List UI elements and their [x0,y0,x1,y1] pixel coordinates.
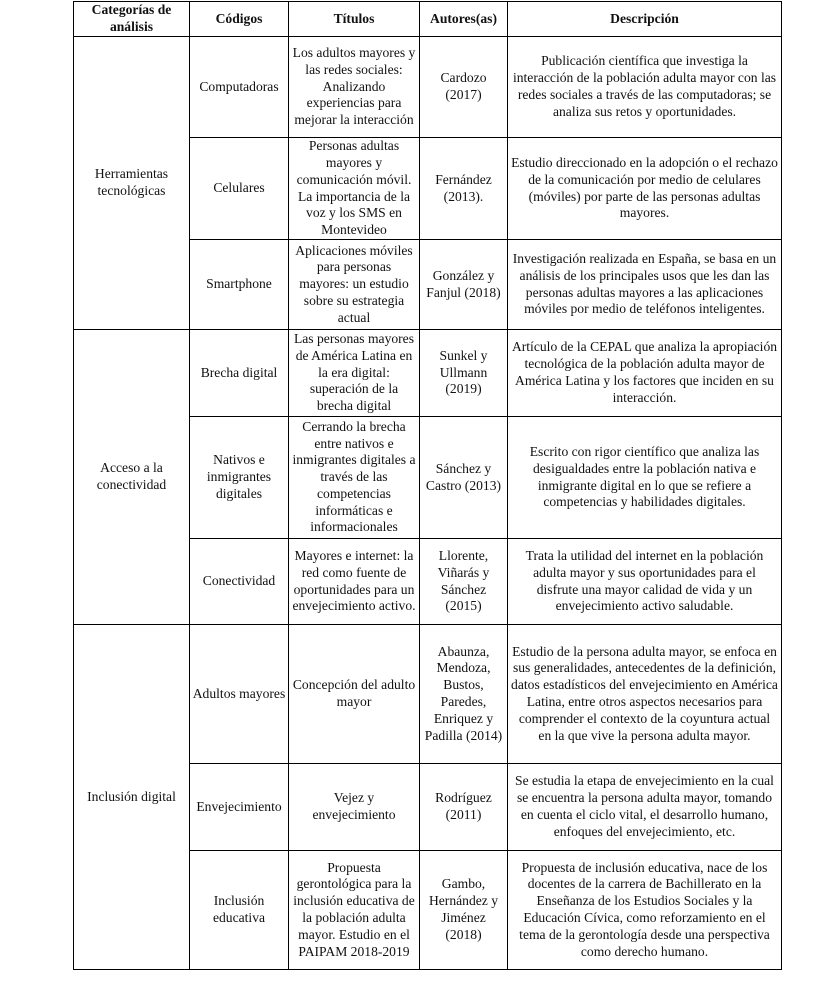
codigo-cell: Conectividad [190,539,289,625]
descripcion-cell: Investigación realizada en España, se basa en un análisis de los principales usos que les dan las personas adultas mayores a las aplicaciones móviles por medio de teléfonos inteligentes. [508,240,782,330]
descripcion-cell: Estudio direccionado en la adopción o el rechazo de la comunicación por medio de celulares (móviles) por parte de las personas adultas mayores. [508,138,782,240]
header-titulos: Títulos [289,2,420,37]
titulo-cell: Cerrando la brecha entre nativos e inmigrantes digitales a través de las competencias informáticas e informacionales [289,417,420,539]
titulo-cell: Aplicaciones móviles para personas mayores: un estudio sobre su estrategia actual [289,240,420,330]
titulo-cell: Propuesta gerontológica para la inclusión educativa de la población adulta mayor. Estudio en el PAIPAM 2018-2019 [289,851,420,970]
titulo-cell: Las personas mayores de América Latina en la era digital: superación de la brecha digital [289,330,420,417]
titulo-cell: Personas adultas mayores y comunicación móvil. La importancia de la voz y los SMS en Montevideo [289,138,420,240]
autores-cell: Fernández (2013). [420,138,508,240]
autores-cell: Abaunza, Mendoza, Bustos, Paredes, Enriquez y Padilla (2014) [420,625,508,764]
autores-cell: Rodríguez (2011) [420,764,508,851]
codigo-cell: Envejecimiento [190,764,289,851]
codigo-cell: Brecha digital [190,330,289,417]
codigo-cell: Celulares [190,138,289,240]
autores-cell: González y Fanjul (2018) [420,240,508,330]
autores-cell: Sunkel y Ullmann (2019) [420,330,508,417]
header-autores: Autores(as) [420,2,508,37]
descripcion-cell: Publicación científica que investiga la interacción de la población adulta mayor con las redes sociales a través de las computadoras; se analiza sus retos y oportunidades. [508,37,782,138]
autores-cell: Sánchez y Castro (2013) [420,417,508,539]
table-row [74,330,782,417]
table-row [74,625,782,764]
descripcion-cell: Estudio de la persona adulta mayor, se enfoca en sus generalidades, antecedentes de la definición, datos estadísticos del envejecimiento en América Latina, entre otros aspectos necesarios para comprender el contexto de la coyuntura actual en la que vive la persona adulta mayor. [508,625,782,764]
header-codigos: Códigos [190,2,289,37]
autores-cell: Gambo, Hernández y Jiménez (2018) [420,851,508,970]
table-row [74,37,782,138]
titulo-cell: Los adultos mayores y las redes sociales: Analizando experiencias para mejorar la interacción [289,37,420,138]
descripcion-cell: Propuesta de inclusión educativa, nace de los docentes de la carrera de Bachillerato en la Enseñanza de los Estudios Sociales y la Educación Cívica, como reforzamiento en el tema de la gerontología desde una perspectiva como derecho humano. [508,851,782,970]
category-cell-herramientas: Herramientas tecnológicas [74,37,190,330]
descripcion-cell: Trata la utilidad del internet en la población adulta mayor y sus oportunidades para el disfrute una mayor calidad de vida y un envejecimiento activo saludable. [508,539,782,625]
codigo-cell: Computadoras [190,37,289,138]
header-descripcion: Descripción [508,2,782,37]
codigo-cell: Inclusión educativa [190,851,289,970]
codigo-cell: Nativos e inmigrantes digitales [190,417,289,539]
descripcion-cell: Artículo de la CEPAL que analiza la apropiación tecnológica de la población adulta mayor de América Latina y los factores que inciden en su interacción. [508,330,782,417]
codigo-cell: Adultos mayores [190,625,289,764]
descripcion-cell: Escrito con rigor científico que analiza las desigualdades entre la población nativa e inmigrante digital en lo que se refiere a competencias y habilidades digitales. [508,417,782,539]
autores-cell: Llorente, Viñarás y Sánchez (2015) [420,539,508,625]
codigo-cell: Smartphone [190,240,289,330]
category-cell-inclusion: Inclusión digital [74,625,190,970]
descripcion-cell: Se estudia la etapa de envejecimiento en la cual se encuentra la persona adulta mayor, tomando en cuenta el ciclo vital, el desarrollo humano, enfoques del envejecimiento, etc. [508,764,782,851]
titulo-cell: Concepción del adulto mayor [289,625,420,764]
titulo-cell: Mayores e internet: la red como fuente de oportunidades para un envejecimiento activo. [289,539,420,625]
header-categoria: Categorías de análisis [74,2,190,37]
autores-cell: Cardozo (2017) [420,37,508,138]
table-header-row [74,2,782,37]
category-cell-acceso: Acceso a la conectividad [74,330,190,625]
titulo-cell: Vejez y envejecimiento [289,764,420,851]
literature-review-table [73,1,782,970]
